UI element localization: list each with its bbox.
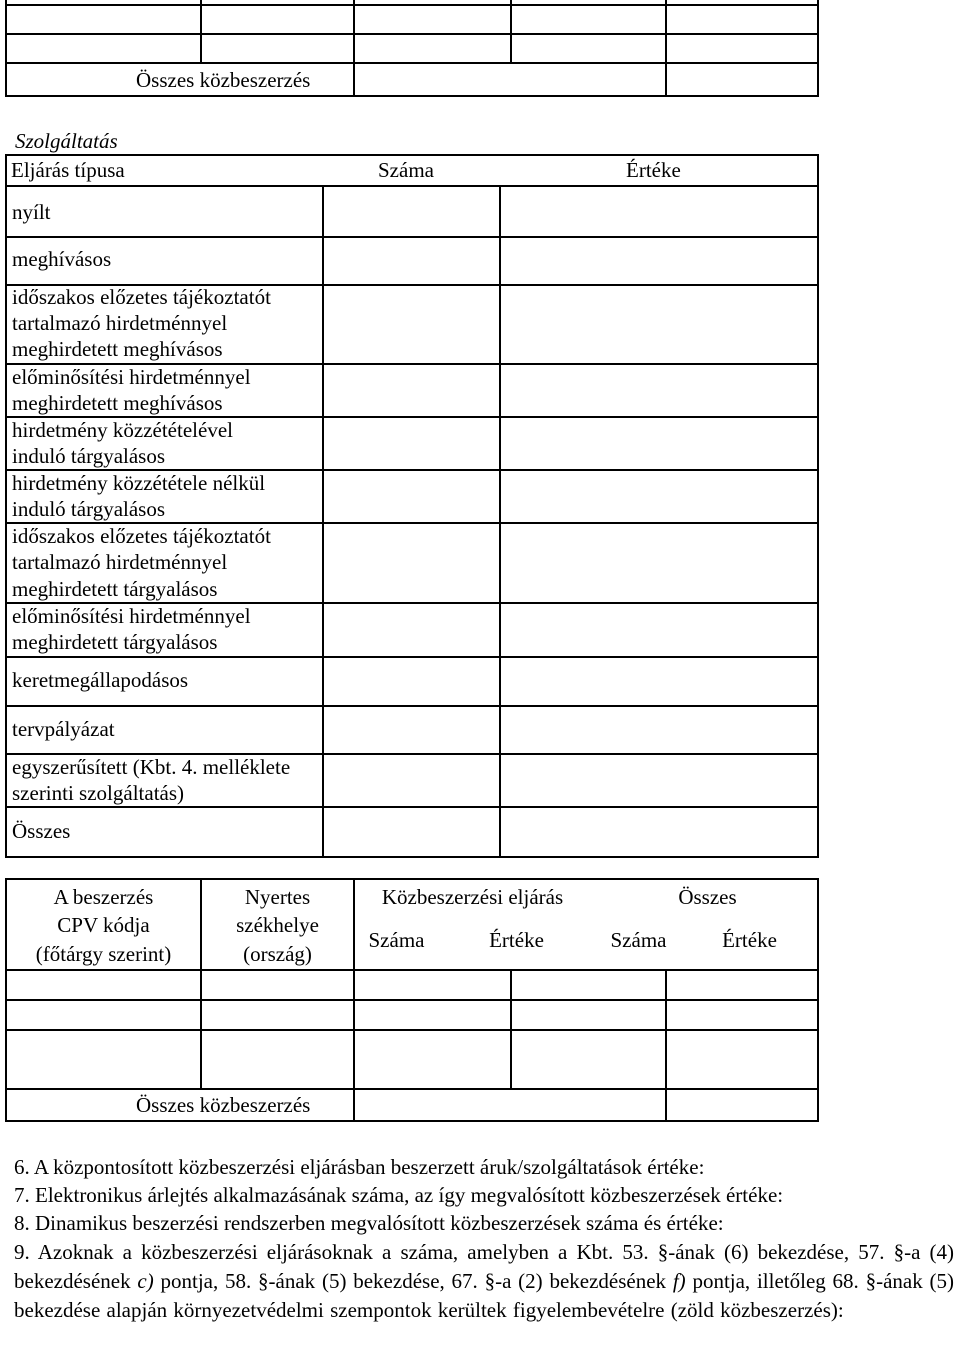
table-border (817, 878, 819, 1122)
header-value: Értéke (489, 928, 544, 952)
row-label-line: szerinti szolgáltatás) (12, 781, 185, 805)
table-border (5, 1029, 819, 1031)
table-border (5, 4, 819, 6)
row-label-line: hirdetmény közzététele nélkül (12, 471, 266, 495)
table-border (5, 878, 819, 880)
header-value-total: Értéke (722, 928, 777, 952)
row-label-open: nyílt (12, 200, 51, 224)
service-total-label: Összes (12, 819, 71, 843)
table-border (353, 969, 355, 1122)
row-label-line: időszakos előzetes tájékoztatót (12, 285, 271, 309)
table-border (665, 969, 667, 1122)
note-9 (14, 1238, 954, 1325)
table-border (200, 0, 202, 63)
row-label-line: egyszerűsített (Kbt. 4. melléklete (12, 755, 291, 779)
note-9-part: pontja, 58. §-ának (5) bekezdése, 67. §-a (2) bekezdésének (153, 1269, 673, 1293)
header-total: Összes (678, 885, 737, 909)
row-divider (5, 705, 819, 707)
note-9-italic: f) (672, 1269, 686, 1293)
table-border (5, 999, 819, 1001)
note-9-part: pontja, illetőleg 68. §-ának (5) bekezdése alapján környezetvédelmi szempontok kerültek figyelembevételre (zöld közbeszerzés): (14, 1269, 954, 1322)
row-divider (5, 856, 819, 858)
row-label-line: tartalmazó hirdetménnyel (12, 550, 228, 574)
row-label-line: induló tárgyalásos (12, 497, 166, 521)
top-total-label: Összes közbeszerzés (136, 68, 311, 92)
table-border (5, 969, 819, 971)
row-label-design-contest: tervpályázat (12, 717, 115, 741)
row-label-line: időszakos előzetes tájékoztatót (12, 524, 271, 548)
table-border (5, 154, 819, 156)
note-7: 7. Elektronikus árlejtés alkalmazásának száma, az így megvalósított közbeszerzések értéke: (14, 1183, 784, 1207)
header-count: Száma (368, 928, 425, 952)
table-border (5, 33, 819, 35)
cpv-total-label: Összes közbeszerzés (136, 1093, 311, 1117)
row-divider (5, 236, 819, 238)
row-label-framework: keretmegállapodásos (12, 668, 189, 692)
header-value: Értéke (626, 158, 681, 182)
table-border (5, 1120, 819, 1122)
header-cpv-line: A beszerzés (53, 885, 154, 909)
note-9-italic: c) (137, 1269, 154, 1293)
row-label-line: meghirdetett meghívásos (12, 337, 223, 361)
table-border (510, 0, 512, 63)
table-border (510, 969, 512, 1089)
table-border (5, 62, 819, 64)
table-border (5, 95, 819, 97)
header-procedure: Közbeszerzési eljárás (381, 885, 564, 909)
header-winner-line: Nyertes (244, 885, 311, 909)
table-border (5, 0, 7, 97)
note-9-part: 9. Azoknak a közbeszerzési eljárásoknak a száma, amelyben a Kbt. 53. §-ának (6) bekezdése, 57. §-a (4) bekezdésének (14, 1240, 954, 1293)
row-label-line: meghirdetett tárgyalásos (12, 577, 218, 601)
header-count: Száma (378, 158, 434, 182)
row-label-line: meghirdetett tárgyalásos (12, 630, 218, 654)
row-label-line: meghirdetett meghívásos (12, 391, 223, 415)
row-label-line: tartalmazó hirdetménnyel (12, 311, 228, 335)
row-label-line: hirdetmény közzétételével (12, 418, 233, 442)
table-border (5, 185, 819, 187)
header-cpv-line: CPV kódja (57, 913, 150, 937)
table-border (353, 0, 355, 97)
section-title: Szolgáltatás (15, 129, 118, 153)
table-border (5, 1088, 819, 1090)
note-8: 8. Dinamikus beszerzési rendszerben megvalósított közbeszerzések száma és értéke: (14, 1211, 724, 1235)
header-cpv-line: (főtárgy szerint) (35, 942, 172, 966)
table-border (665, 0, 667, 97)
header-winner-line: székhelye (236, 913, 319, 937)
row-label-restricted: meghívásos (12, 247, 112, 271)
row-label-line: előminősítési hirdetménnyel (12, 365, 251, 389)
header-type: Eljárás típusa (11, 158, 125, 182)
row-divider (5, 656, 819, 658)
table-border (817, 0, 819, 97)
row-label-line: induló tárgyalásos (12, 444, 166, 468)
row-label-line: előminősítési hirdetménnyel (12, 604, 251, 628)
header-count-total: Száma (610, 928, 667, 952)
note-6: 6. A központosított közbeszerzési eljárásban beszerzett áruk/szolgáltatások értéke: (14, 1155, 705, 1179)
header-winner-line: (ország) (243, 942, 312, 966)
